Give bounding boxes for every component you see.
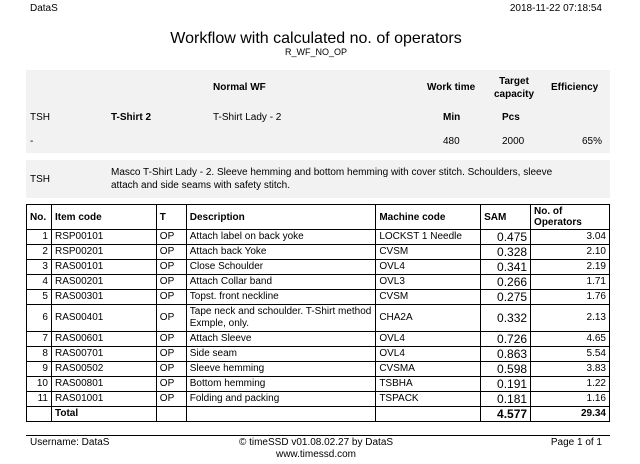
row-no: 7 (27, 332, 52, 347)
total-empty-cell (376, 407, 481, 422)
efficiency-value: 65% (581, 136, 602, 147)
row-operators: 2.19 (531, 260, 610, 275)
row-sam: 0.726 (481, 332, 531, 347)
row-operators: 3.83 (531, 362, 610, 377)
row-sam: 0.275 (481, 290, 531, 305)
row-item-code: RAS00601 (51, 332, 156, 347)
dash-cell: - (30, 136, 34, 147)
row-sam: 0.191 (481, 377, 531, 392)
row-machine-code: OVL4 (376, 260, 481, 275)
col-description-header: Description (186, 205, 376, 230)
row-description: Topst. front neckline (186, 290, 376, 305)
row-machine-code: TSBHA (376, 377, 481, 392)
row-item-code: RAS00701 (51, 347, 156, 362)
total-empty-cell (27, 407, 52, 422)
row-type: OP (156, 290, 186, 305)
row-item-code: RAS00401 (51, 305, 156, 332)
row-operators: 1.16 (531, 392, 610, 407)
total-empty-cell (186, 407, 376, 422)
col-no-header: No. (27, 205, 52, 230)
row-no: 9 (27, 362, 52, 377)
table-total-row (27, 407, 610, 422)
footer-website: www.timessd.com (275, 449, 356, 460)
col-machine-code-header: Machine code (376, 205, 481, 230)
row-machine-code: CVSM (376, 290, 481, 305)
row-item-code: RAS00801 (51, 377, 156, 392)
row-no: 10 (27, 377, 52, 392)
row-operators: 3.04 (531, 230, 610, 245)
report-code: R_WF_NO_OP (284, 47, 347, 57)
row-type: OP (156, 347, 186, 362)
row-no: 11 (27, 392, 52, 407)
row-sam: 0.181 (481, 392, 531, 407)
report-datetime: 2018-11-22 07:18:54 (509, 3, 602, 14)
efficiency-header: Efficiency (551, 82, 599, 93)
row-no: 4 (27, 275, 52, 290)
row-machine-code: OVL4 (376, 347, 481, 362)
row-description: Attach Sleeve (186, 332, 376, 347)
row-description: Folding and packing (186, 392, 376, 407)
row-sam: 0.266 (481, 275, 531, 290)
table-row (27, 275, 610, 290)
row-operators: 5.54 (531, 347, 610, 362)
row-description: Close Schoulder (186, 260, 376, 275)
row-item-code: RAS01001 (51, 392, 156, 407)
table-row (27, 332, 610, 347)
row-machine-code: OVL3 (376, 275, 481, 290)
row-no: 2 (27, 245, 52, 260)
table-row (27, 290, 610, 305)
row-type: OP (156, 305, 186, 332)
table-row (27, 377, 610, 392)
row-sam: 0.598 (481, 362, 531, 377)
row-description: Attach back Yoke (186, 245, 376, 260)
row-machine-code: LOCKST 1 Needle (376, 230, 481, 245)
row-item-code: RSP00101 (51, 230, 156, 245)
row-type: OP (156, 260, 186, 275)
row-machine-code: OVL4 (376, 332, 481, 347)
table-row (27, 305, 610, 332)
row-type: OP (156, 392, 186, 407)
total-operators: 29.34 (531, 407, 610, 422)
row-description: Bottom hemming (186, 377, 376, 392)
table-row (27, 362, 610, 377)
col-type-header: T (156, 205, 186, 230)
company-name: DataS (30, 3, 58, 14)
row-type: OP (156, 377, 186, 392)
row-sam: 0.863 (481, 347, 531, 362)
row-operators: 1.22 (531, 377, 610, 392)
row-type: OP (156, 332, 186, 347)
footer-page-number: Page 1 of 1 (550, 437, 602, 448)
row-machine-code: CVSMA (376, 362, 481, 377)
row-item-code: RAS00201 (51, 275, 156, 290)
table-row (27, 245, 610, 260)
row-no: 6 (27, 305, 52, 332)
table-header-row (27, 205, 610, 230)
row-machine-code: CVSM (376, 245, 481, 260)
work-time-value: 480 (443, 136, 460, 147)
col-sam-header: SAM (481, 205, 531, 230)
operators-header-line2: Operators (534, 217, 582, 228)
description-code: TSH (30, 174, 50, 185)
table-row (27, 392, 610, 407)
row-item-code: RAS00301 (51, 290, 156, 305)
row-machine-code: CHA2A (376, 305, 481, 332)
row-machine-code: TSPACK (376, 392, 481, 407)
work-time-header: Work time (427, 82, 476, 93)
style-code: TSH (30, 112, 50, 123)
row-type: OP (156, 245, 186, 260)
row-operators: 2.10 (531, 245, 610, 260)
row-description: Side seam (186, 347, 376, 362)
target-capacity-value: 2000 (502, 136, 525, 147)
table-row (27, 260, 610, 275)
row-no: 3 (27, 260, 52, 275)
unit-min: Min (443, 112, 461, 123)
row-type: OP (156, 275, 186, 290)
row-item-code: RSP00201 (51, 245, 156, 260)
normal-wf-header: Normal WF (213, 82, 266, 93)
row-type: OP (156, 230, 186, 245)
row-sam: 0.475 (481, 230, 531, 245)
col-operators-header (531, 205, 610, 230)
operations-table (26, 204, 610, 422)
row-sam: 0.328 (481, 245, 531, 260)
style-name: T-Shirt Lady - 2 (213, 112, 282, 123)
row-sam: 0.341 (481, 260, 531, 275)
row-description: Attach Collar band (186, 275, 376, 290)
row-no: 8 (27, 347, 52, 362)
table-row (27, 230, 610, 245)
row-type: OP (156, 362, 186, 377)
footer-divider (26, 435, 610, 436)
row-item-code: RAS00101 (51, 260, 156, 275)
description-line-1: Masco T-Shirt Lady - 2. Sleeve hemming and bottom hemming with cover stitch. Schoulders, sleeve (111, 167, 553, 178)
unit-pcs: Pcs (502, 112, 520, 123)
report-title: Workflow with calculated no. of operators (170, 30, 462, 47)
total-sam: 4.577 (481, 407, 531, 422)
total-label: Total (51, 407, 156, 422)
footer-copyright: © timeSSD v01.08.02.27 by DataS (238, 437, 394, 448)
row-operators: 2.13 (531, 305, 610, 332)
total-empty-cell (156, 407, 186, 422)
target-capacity-header-line1: Target (499, 76, 529, 87)
row-no: 5 (27, 290, 52, 305)
row-description: Tape neck and schoulder. T-Shirt method Exmple, only. (186, 305, 376, 332)
description-panel (26, 160, 610, 198)
col-item-code-header: Item code (51, 205, 156, 230)
row-operators: 1.71 (531, 275, 610, 290)
row-operators: 1.76 (531, 290, 610, 305)
style-number: T-Shirt 2 (111, 112, 152, 123)
row-operators: 4.65 (531, 332, 610, 347)
row-sam: 0.332 (481, 305, 531, 332)
row-description: Attach label on back yoke (186, 230, 376, 245)
operators-header-line1: No. of (534, 206, 563, 217)
footer-username: Username: DataS (30, 437, 110, 448)
table-row (27, 347, 610, 362)
description-line-2: attach and side seams with safety stitch. (111, 180, 290, 191)
row-description: Sleeve hemming (186, 362, 376, 377)
row-item-code: RAS00502 (51, 362, 156, 377)
target-capacity-header-line2: capacity (493, 89, 535, 100)
row-no: 1 (27, 230, 52, 245)
